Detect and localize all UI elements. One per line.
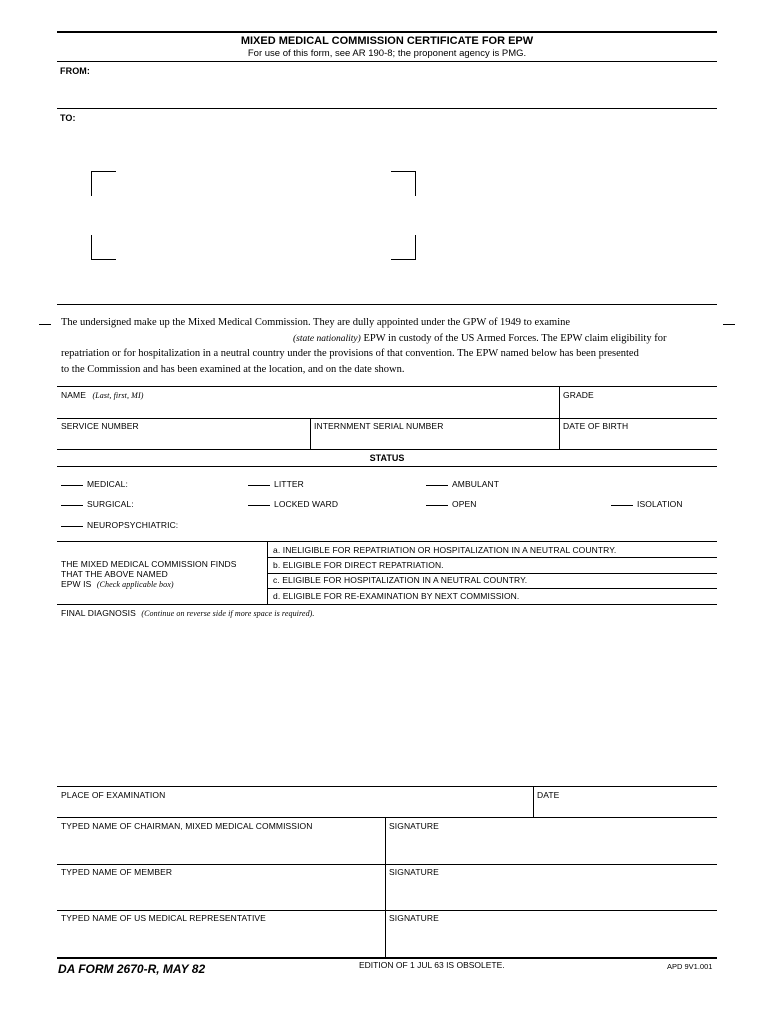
isolation-option[interactable]	[611, 499, 683, 509]
findings-label-1: THE MIXED MEDICAL COMMISSION FINDS	[61, 559, 237, 569]
member-name-label: TYPED NAME OF MEMBER	[61, 867, 173, 877]
corner-mark-top-right	[391, 171, 416, 196]
finding-a-option[interactable]: a. INELIGIBLE FOR REPATRIATION OR HOSPITALIZATION IN A NEUTRAL COUNTRY.	[273, 545, 617, 555]
apd-code: APD 9V1.001	[667, 962, 713, 971]
finding-d-option[interactable]: d. ELIGIBLE FOR RE-EXAMINATION BY NEXT COMMISSION.	[273, 591, 520, 601]
fold-mark-left	[39, 324, 51, 325]
locked-ward-option[interactable]	[248, 499, 338, 509]
member-signature-field[interactable]	[386, 865, 717, 910]
chairman-name-label: TYPED NAME OF CHAIRMAN, MIXED MEDICAL COMMISSION	[61, 821, 313, 831]
place-of-examination-label: PLACE OF EXAMINATION	[61, 790, 166, 800]
name-label-text: NAME	[61, 390, 86, 400]
name-field[interactable]	[57, 387, 559, 418]
ambulant-option[interactable]	[426, 479, 499, 489]
locked-ward-label: LOCKED WARD	[274, 499, 339, 509]
medical-option[interactable]	[61, 479, 128, 489]
final-diagnosis-hint: (Continue on reverse side if more space is required).	[141, 609, 315, 618]
statement-line-3: repatriation or for hospitalization in a neutral country under the provisions of that convention. The EPW named below has been presented	[61, 348, 639, 359]
statement-line-1: The undersigned make up the Mixed Medical Commission. They are dully appointed under the GPW of 1949 to examine	[61, 317, 571, 328]
bottom-rule	[57, 957, 717, 959]
date-field[interactable]	[534, 787, 717, 817]
status-row-top	[57, 449, 717, 450]
findings-top	[57, 541, 717, 542]
final-diagnosis-label	[61, 608, 315, 618]
finding-a-rule	[267, 557, 717, 558]
status-heading-underline	[57, 466, 717, 467]
date-of-birth-label: DATE OF BIRTH	[563, 421, 629, 431]
litter-option[interactable]	[248, 479, 304, 489]
top-rule	[57, 31, 717, 33]
neuropsychiatric-label: NEUROPSYCHIATRIC:	[87, 520, 179, 530]
ambulant-checkbox[interactable]	[426, 484, 448, 486]
to-divider	[57, 304, 717, 305]
us-rep-signature-field[interactable]	[386, 911, 717, 957]
medical-label: MEDICAL:	[87, 479, 128, 489]
final-diagnosis-text: FINAL DIAGNOSIS	[61, 608, 136, 618]
us-rep-signature-label: SIGNATURE	[389, 913, 439, 923]
medical-checkbox[interactable]	[61, 484, 83, 486]
findings-bottom	[57, 604, 717, 605]
locked-ward-checkbox[interactable]	[248, 504, 270, 506]
open-checkbox[interactable]	[426, 504, 448, 506]
form-subtitle: For use of this form, see AR 190-8; the proponent agency is PMG.	[247, 48, 527, 59]
from-label: FROM:	[60, 66, 90, 76]
internment-serial-field[interactable]	[311, 419, 559, 449]
grade-field[interactable]	[560, 387, 717, 418]
chairman-signature-label: SIGNATURE	[389, 821, 439, 831]
finding-b-option[interactable]: b. ELIGIBLE FOR DIRECT REPATRIATION.	[273, 560, 444, 570]
grade-label: GRADE	[563, 390, 594, 400]
nationality-hint: (state nationality)	[293, 334, 361, 344]
place-of-examination-field[interactable]	[57, 787, 533, 817]
member-name-field[interactable]	[57, 865, 385, 910]
surgical-option[interactable]	[61, 499, 134, 509]
statement-line-2-text: EPW in custody of the US Armed Forces. The EPW claim eligibility for	[363, 333, 667, 344]
findings-hint: (Check applicable box)	[96, 580, 174, 589]
corner-mark-bottom-left	[91, 235, 116, 260]
open-label: OPEN	[452, 499, 477, 509]
corner-mark-bottom-right	[391, 235, 416, 260]
statement-line-4: to the Commission and has been examined at the location, and on the date shown.	[61, 364, 405, 375]
from-field[interactable]	[57, 62, 717, 108]
us-rep-name-label: TYPED NAME OF US MEDICAL REPRESENTATIVE	[61, 913, 266, 923]
to-label: TO:	[60, 113, 76, 123]
open-option[interactable]	[426, 499, 477, 509]
form-title: MIXED MEDICAL COMMISSION CERTIFICATE FOR EPW	[240, 35, 534, 47]
fold-mark-right	[723, 324, 735, 325]
neuropsychiatric-option[interactable]	[61, 520, 178, 530]
final-diagnosis-field[interactable]	[57, 620, 717, 785]
surgical-checkbox[interactable]	[61, 504, 83, 506]
isolation-label: ISOLATION	[637, 499, 683, 509]
service-number-field[interactable]	[57, 419, 310, 449]
from-divider	[57, 108, 717, 109]
us-rep-name-field[interactable]	[57, 911, 385, 957]
name-hint: (Last, first, MI)	[92, 391, 144, 400]
date-of-birth-field[interactable]	[560, 419, 717, 449]
litter-checkbox[interactable]	[248, 484, 270, 486]
finding-c-option[interactable]: c. ELIGIBLE FOR HOSPITALIZATION IN A NEUTRAL COUNTRY.	[273, 575, 528, 585]
status-heading: STATUS	[369, 453, 405, 463]
address-window[interactable]	[91, 171, 415, 259]
isolation-checkbox[interactable]	[611, 504, 633, 506]
neuropsychiatric-checkbox[interactable]	[61, 525, 83, 527]
service-number-label: SERVICE NUMBER	[61, 421, 139, 431]
internment-serial-label: INTERNMENT SERIAL NUMBER	[314, 421, 444, 431]
findings-label-3	[61, 579, 174, 589]
finding-c-rule	[267, 588, 717, 589]
corner-mark-top-left	[91, 171, 116, 196]
finding-b-rule	[267, 573, 717, 574]
date-label: DATE	[537, 790, 560, 800]
litter-label: LITTER	[274, 479, 304, 489]
statement-line-2	[293, 333, 666, 344]
chairman-signature-field[interactable]	[386, 818, 717, 864]
findings-label-2: THAT THE ABOVE NAMED	[61, 569, 168, 579]
member-signature-label: SIGNATURE	[389, 867, 439, 877]
findings-label-3-text: EPW IS	[61, 579, 92, 589]
surgical-label: SURGICAL:	[87, 499, 134, 509]
form-number: DA FORM 2670-R, MAY 82	[58, 962, 206, 976]
ambulant-label: AMBULANT	[452, 479, 500, 489]
edition-note: EDITION OF 1 JUL 63 IS OBSOLETE.	[359, 960, 505, 970]
chairman-name-field[interactable]	[57, 818, 385, 864]
